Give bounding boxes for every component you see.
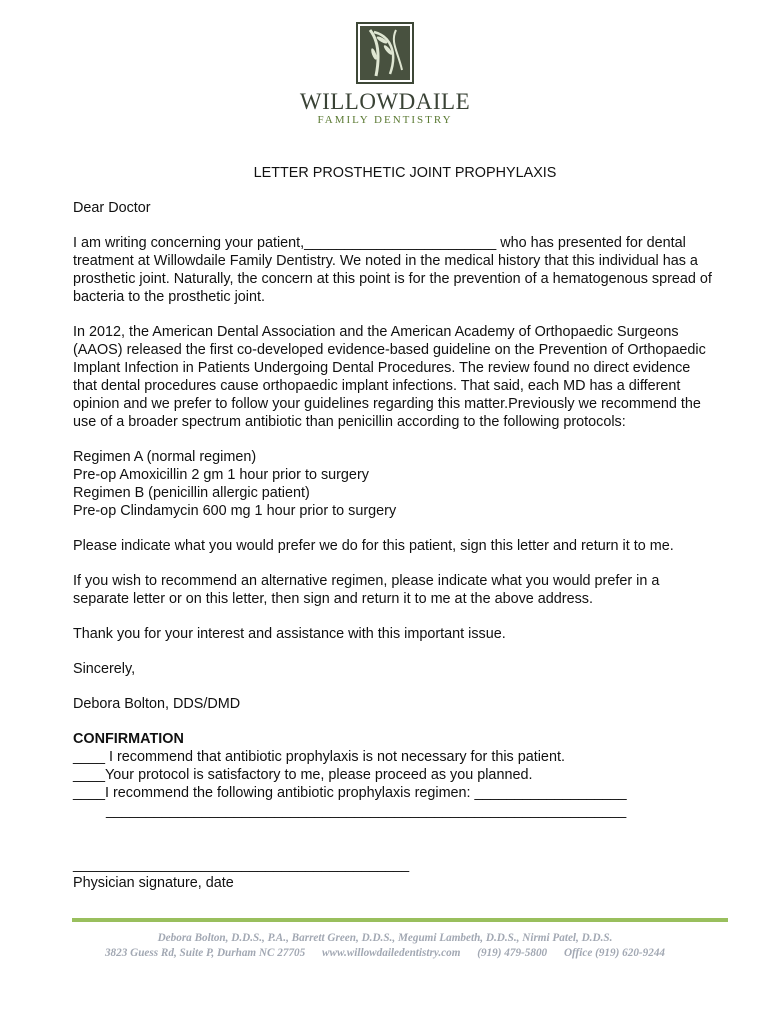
footer-divider: [72, 918, 728, 922]
signature-label: Physician signature, date: [73, 875, 234, 891]
regimen-item: Regimen B (penicillin allergic patient): [73, 485, 310, 501]
practice-logo: [0, 22, 770, 127]
text-line: opinion and we prefer to follow your guidelines regarding this matter.Previously we recommend the: [73, 396, 701, 412]
confirmation-heading: CONFIRMATION: [73, 731, 184, 747]
text-line: that dental procedures cause orthopaedic implant infections. That said, each MD has a different: [73, 378, 681, 394]
text-line: Implant Infection in Patients Undergoing Dental Procedures. The review found no direct evidence: [73, 360, 691, 376]
confirmation-option-satisfactory[interactable]: ____Your protocol is satisfactory to me, please proceed as you planned.: [73, 767, 533, 783]
letter-title: LETTER PROSTHETIC JOINT PROPHYLAXIS: [253, 165, 557, 181]
regimen-blank-line[interactable]: _________________________________________________________________: [106, 803, 627, 819]
confirmation-option-not-necessary[interactable]: ____ I recommend that antibiotic prophylaxis is not necessary for this patient.: [73, 749, 565, 765]
footer-website[interactable]: www.willowdailedentistry.com: [322, 947, 461, 959]
regimen-item: Pre-op Clindamycin 600 mg 1 hour prior to surgery: [73, 503, 397, 519]
text-line: In 2012, the American Dental Association and the American Academy of Orthopaedic Surgeons: [73, 324, 679, 340]
text-line: treatment at Willowdaile Family Dentistry. We noted in the medical history that this individual has a: [73, 253, 698, 269]
footer-phone: (919) 479-5800: [477, 947, 548, 959]
footer: [0, 931, 770, 961]
text-line: separate letter or on this letter, then sign and return it to me at the above address.: [73, 591, 593, 607]
paragraph-indicate: Please indicate what you would prefer we do for this patient, sign this letter and return it to me.: [73, 538, 674, 554]
paragraph-guideline: [73, 323, 753, 431]
text-line: (AAOS) released the first co-developed evidence-based guideline on the Prevention of Orthopaedic: [73, 342, 706, 358]
footer-office-phone: Office (919) 620-9244: [563, 947, 666, 959]
paragraph-alternative: [73, 572, 753, 608]
signature-line[interactable]: __________________________________________: [73, 857, 410, 873]
text-line: bacteria to the prosthetic joint.: [73, 289, 265, 305]
signer-name: Debora Bolton, DDS/DMD: [73, 696, 241, 712]
footer-doctors: Debora Bolton, D.D.S., P.A., Barrett Green, D.D.S., Megumi Lambeth, D.D.S., Nirmi Patel, D.D.S.: [157, 932, 613, 944]
willow-leaf-icon: [356, 22, 414, 84]
text-line: I am writing concerning your patient,________________________ who has presented for dental: [73, 235, 686, 251]
salutation: Dear Doctor: [73, 200, 151, 216]
logo-subtitle: FAMILY DENTISTRY: [317, 114, 453, 126]
paragraph-thanks: Thank you for your interest and assistance with this important issue.: [73, 626, 506, 642]
regimen-item: Pre-op Amoxicillin 2 gm 1 hour prior to surgery: [73, 467, 369, 483]
footer-contact: [0, 946, 770, 961]
confirmation-section: [73, 730, 753, 820]
text-line: If you wish to recommend an alternative regimen, please indicate what you would prefer in a: [73, 573, 660, 589]
footer-address: 3823 Guess Rd, Suite P, Durham NC 27705: [104, 947, 306, 959]
logo-name: WILLOWDAILE: [299, 89, 471, 114]
letter-body: [73, 164, 753, 892]
confirmation-option-recommend[interactable]: ____I recommend the following antibiotic prophylaxis regimen: ___________________: [73, 785, 627, 801]
paragraph-patient: [73, 234, 753, 306]
closing: Sincerely,: [73, 661, 136, 677]
regimen-list: [73, 448, 753, 520]
text-line: use of a broader spectrum antibiotic than penicillin according to the following protocols:: [73, 414, 626, 430]
text-line: prosthetic joint. Naturally, the concern at this point is for the prevention of a hematogenous spread of: [73, 271, 712, 287]
regimen-item: Regimen A (normal regimen): [73, 449, 257, 465]
